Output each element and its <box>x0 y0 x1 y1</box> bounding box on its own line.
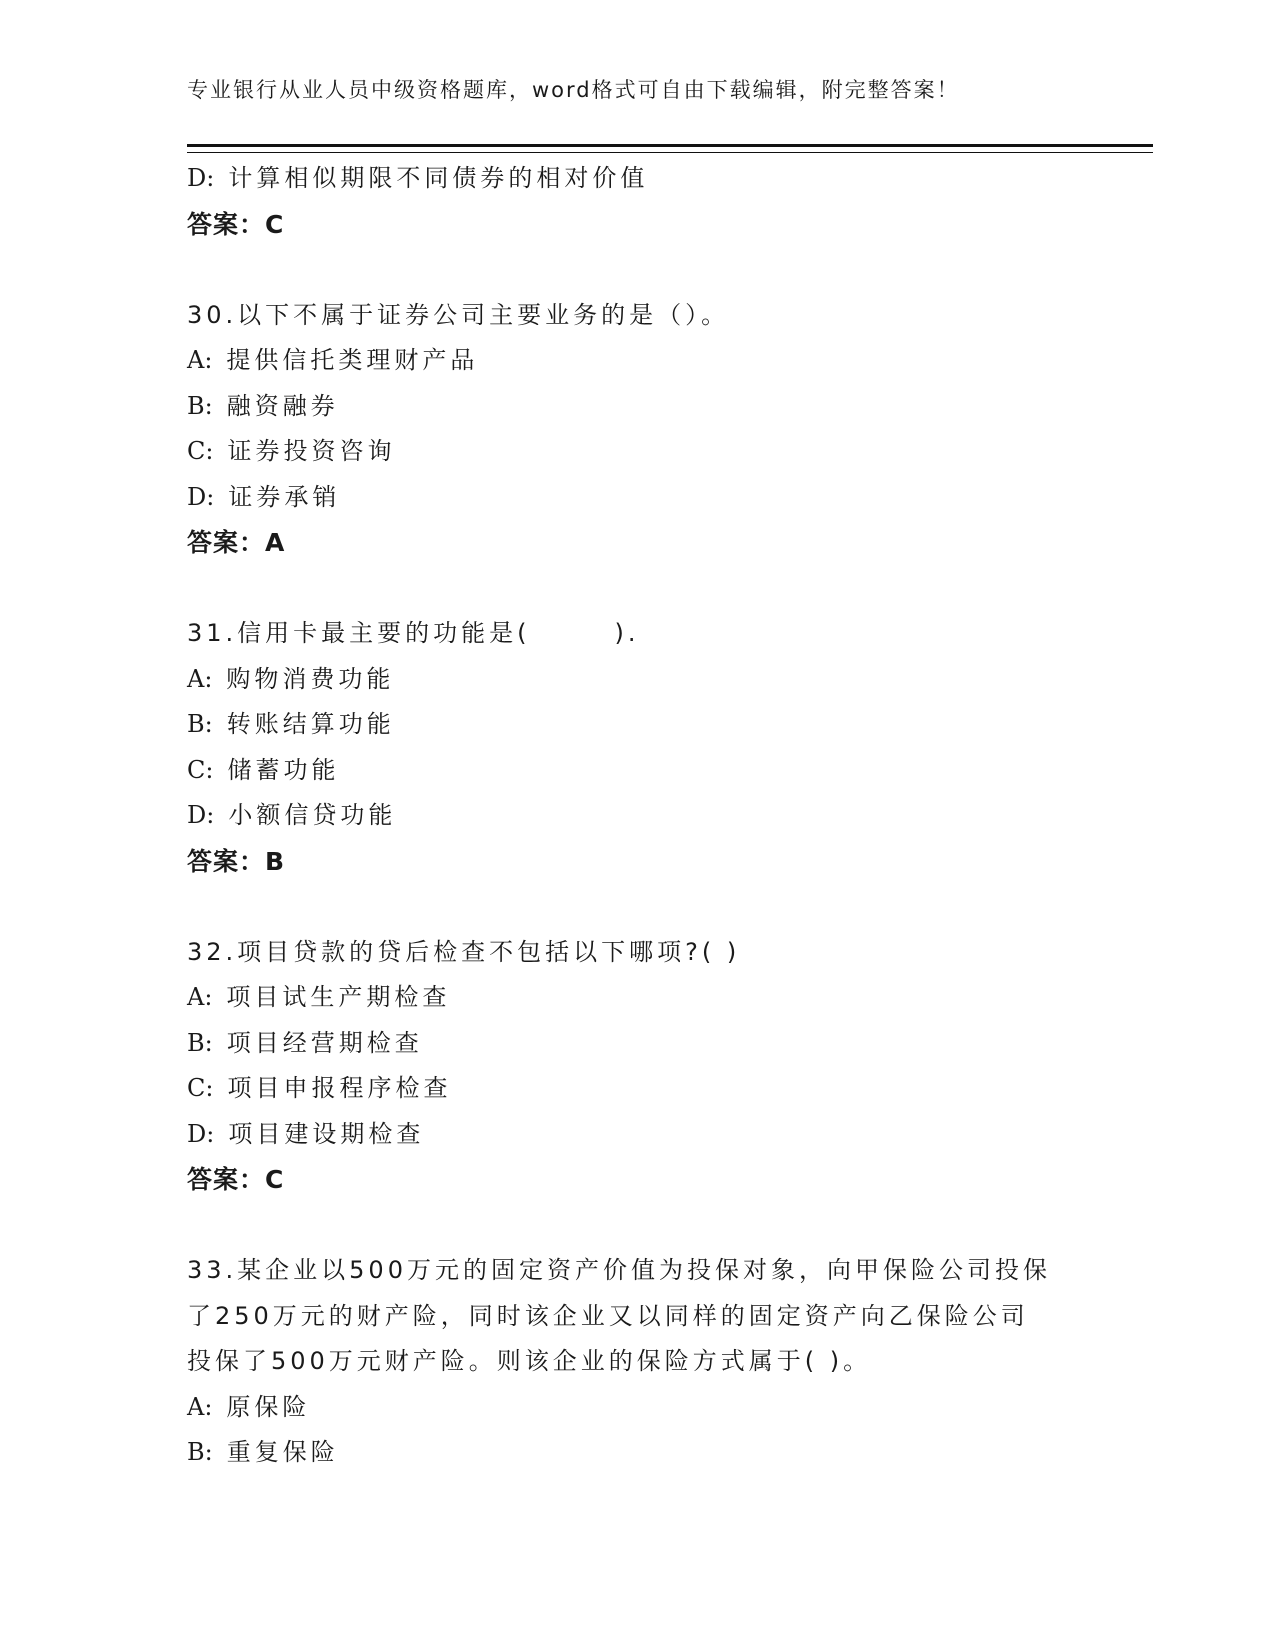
option-b <box>187 702 1087 748</box>
option-text: 证券投资咨询 <box>227 437 396 465</box>
question-stem-line: 了250万元的财产险，同时该企业又以同样的固定资产向乙保险公司 <box>187 1301 1029 1330</box>
spacer <box>187 566 1087 612</box>
option-prefix: B: <box>187 710 213 738</box>
option-c <box>187 429 1087 475</box>
option-b <box>187 1430 1087 1476</box>
option-b <box>187 384 1087 430</box>
option-a <box>187 1385 1087 1431</box>
option-prefix: A: <box>187 983 213 1011</box>
option-text: 重复保险 <box>226 1438 339 1466</box>
answer: 答案：C <box>187 1165 285 1194</box>
option-a <box>187 338 1087 384</box>
option-prefix: C: <box>187 437 214 465</box>
option-text: 项目经营期检查 <box>226 1028 423 1057</box>
option-text: 项目建设期检查 <box>228 1119 425 1148</box>
option-prefix: C: <box>187 1074 214 1102</box>
option-text: 提供信托类理财产品 <box>226 346 479 374</box>
option-c <box>187 1066 1087 1112</box>
option-text: 购物消费功能 <box>226 664 395 693</box>
option-text: 项目申报程序检查 <box>227 1074 452 1102</box>
option-prefix: B: <box>187 391 213 420</box>
spacer <box>187 884 1087 930</box>
option-prefix: A: <box>187 664 213 693</box>
option-d <box>187 793 1087 839</box>
option-d <box>187 475 1087 521</box>
option-text: 融资融券 <box>226 391 339 420</box>
option-prefix: A: <box>187 346 213 374</box>
option-prefix: B: <box>187 1438 213 1466</box>
option-prefix: D: <box>187 482 215 511</box>
spacer <box>187 247 1087 293</box>
option-text: 证券承销 <box>228 482 341 511</box>
option-prefix: D: <box>187 1119 215 1148</box>
page-header: 专业银行从业人员中级资格题库，word格式可自由下载编辑，附完整答案！ <box>187 78 960 102</box>
question-stem: 32.项目贷款的贷后检查不包括以下哪项?( ) <box>187 937 741 966</box>
option-prefix: A: <box>187 1392 213 1421</box>
option-b <box>187 1021 1087 1067</box>
option-text: 转账结算功能 <box>226 710 395 738</box>
option-prefix: D: <box>187 164 215 192</box>
option-d <box>187 156 1087 202</box>
question-stem-line: 投保了500万元财产险。则该企业的保险方式属于( )。 <box>187 1347 872 1375</box>
option-d <box>187 1112 1087 1158</box>
option-text: 项目试生产期检查 <box>226 983 451 1011</box>
answer: 答案：A <box>187 528 286 557</box>
spacer <box>187 1203 1087 1249</box>
option-text: 储蓄功能 <box>227 755 340 784</box>
option-a <box>187 975 1087 1021</box>
option-prefix: B: <box>187 1028 213 1057</box>
option-prefix: D: <box>187 801 215 829</box>
question-content <box>187 156 1087 1476</box>
question-stem: 31.信用卡最主要的功能是( ). <box>187 619 640 647</box>
option-a <box>187 657 1087 703</box>
header-rule <box>187 144 1153 153</box>
answer: 答案：C <box>187 209 285 239</box>
option-text: 小额信贷功能 <box>228 801 397 829</box>
option-text: 计算相似期限不同债券的相对价值 <box>228 164 649 192</box>
option-text: 原保险 <box>226 1392 311 1421</box>
question-stem-line: 33.某企业以500万元的固定资产价值为投保对象，向甲保险公司投保 <box>187 1256 1051 1284</box>
option-prefix: C: <box>187 755 214 784</box>
option-c <box>187 748 1087 794</box>
answer: 答案：B <box>187 846 286 876</box>
question-stem: 30.以下不属于证券公司主要业务的是（）。 <box>187 300 730 329</box>
